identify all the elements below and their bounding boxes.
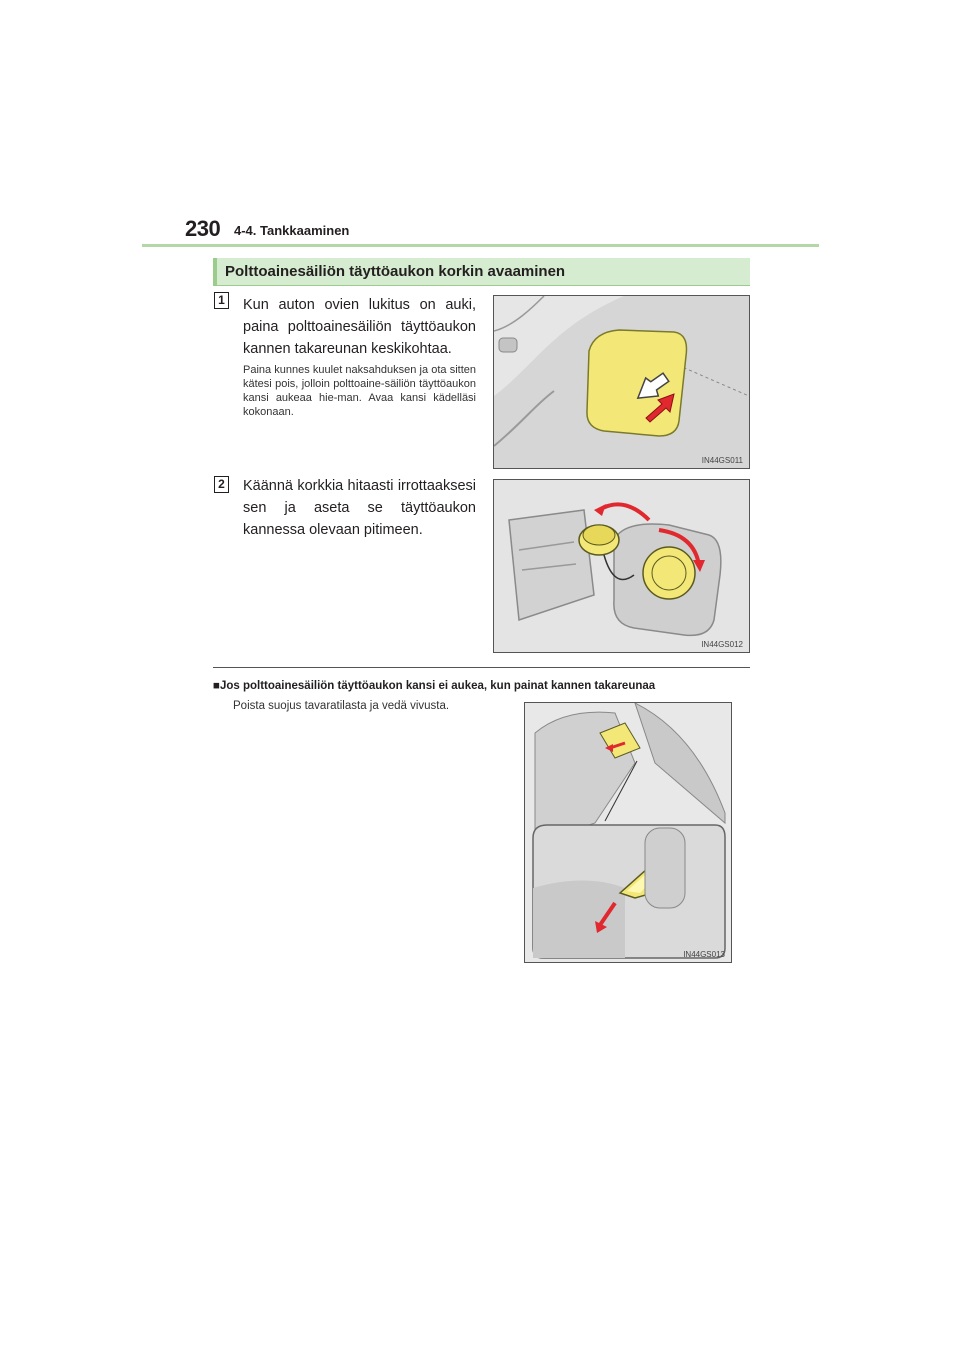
step-2-badge: 2 — [214, 476, 229, 493]
fuel-door-press-illustration — [493, 295, 750, 469]
section-path: 4-4. Tankkaaminen — [234, 223, 350, 238]
step-1-badge: 1 — [214, 292, 229, 309]
header-rule — [142, 244, 819, 247]
figure-code: IN44GS011 — [701, 456, 743, 465]
figure-code: IN44GS012 — [701, 640, 743, 649]
step-2-text: Käännä korkkia hitaasti irrottaaksesi sen ja aseta se täyttöaukon kannessa olevaan pitimeen. — [243, 478, 476, 538]
page-number: 230 — [185, 216, 221, 241]
note-body: Poista suojus tavaratilasta ja vedä vivusta. — [233, 700, 450, 712]
figure-code: IN44GS013 — [683, 950, 725, 959]
trunk-release-lever-illustration — [524, 702, 732, 963]
section-divider — [213, 667, 750, 668]
fuel-cap-removal-illustration — [493, 479, 750, 653]
section-title: Polttoainesäiliön täyttöaukon korkin avaaminen — [225, 263, 566, 280]
note-heading: ■Jos polttoainesäiliön täyttöaukon kansi ei aukea, kun painat kannen takareunaa — [213, 680, 656, 692]
step-1-text: Kun auton ovien lukitus on auki, paina polttoainesäiliön täyttöaukon kannen takareunan keskikohtaa. — [243, 297, 476, 357]
step-1-note: Paina kunnes kuulet naksahduksen ja ota sitten kätesi pois, jolloin polttoaine-säiliön täyttöaukon kansi aukeaa hie-man. Avaa kansi kädelläsi kokonaan. — [243, 364, 476, 418]
